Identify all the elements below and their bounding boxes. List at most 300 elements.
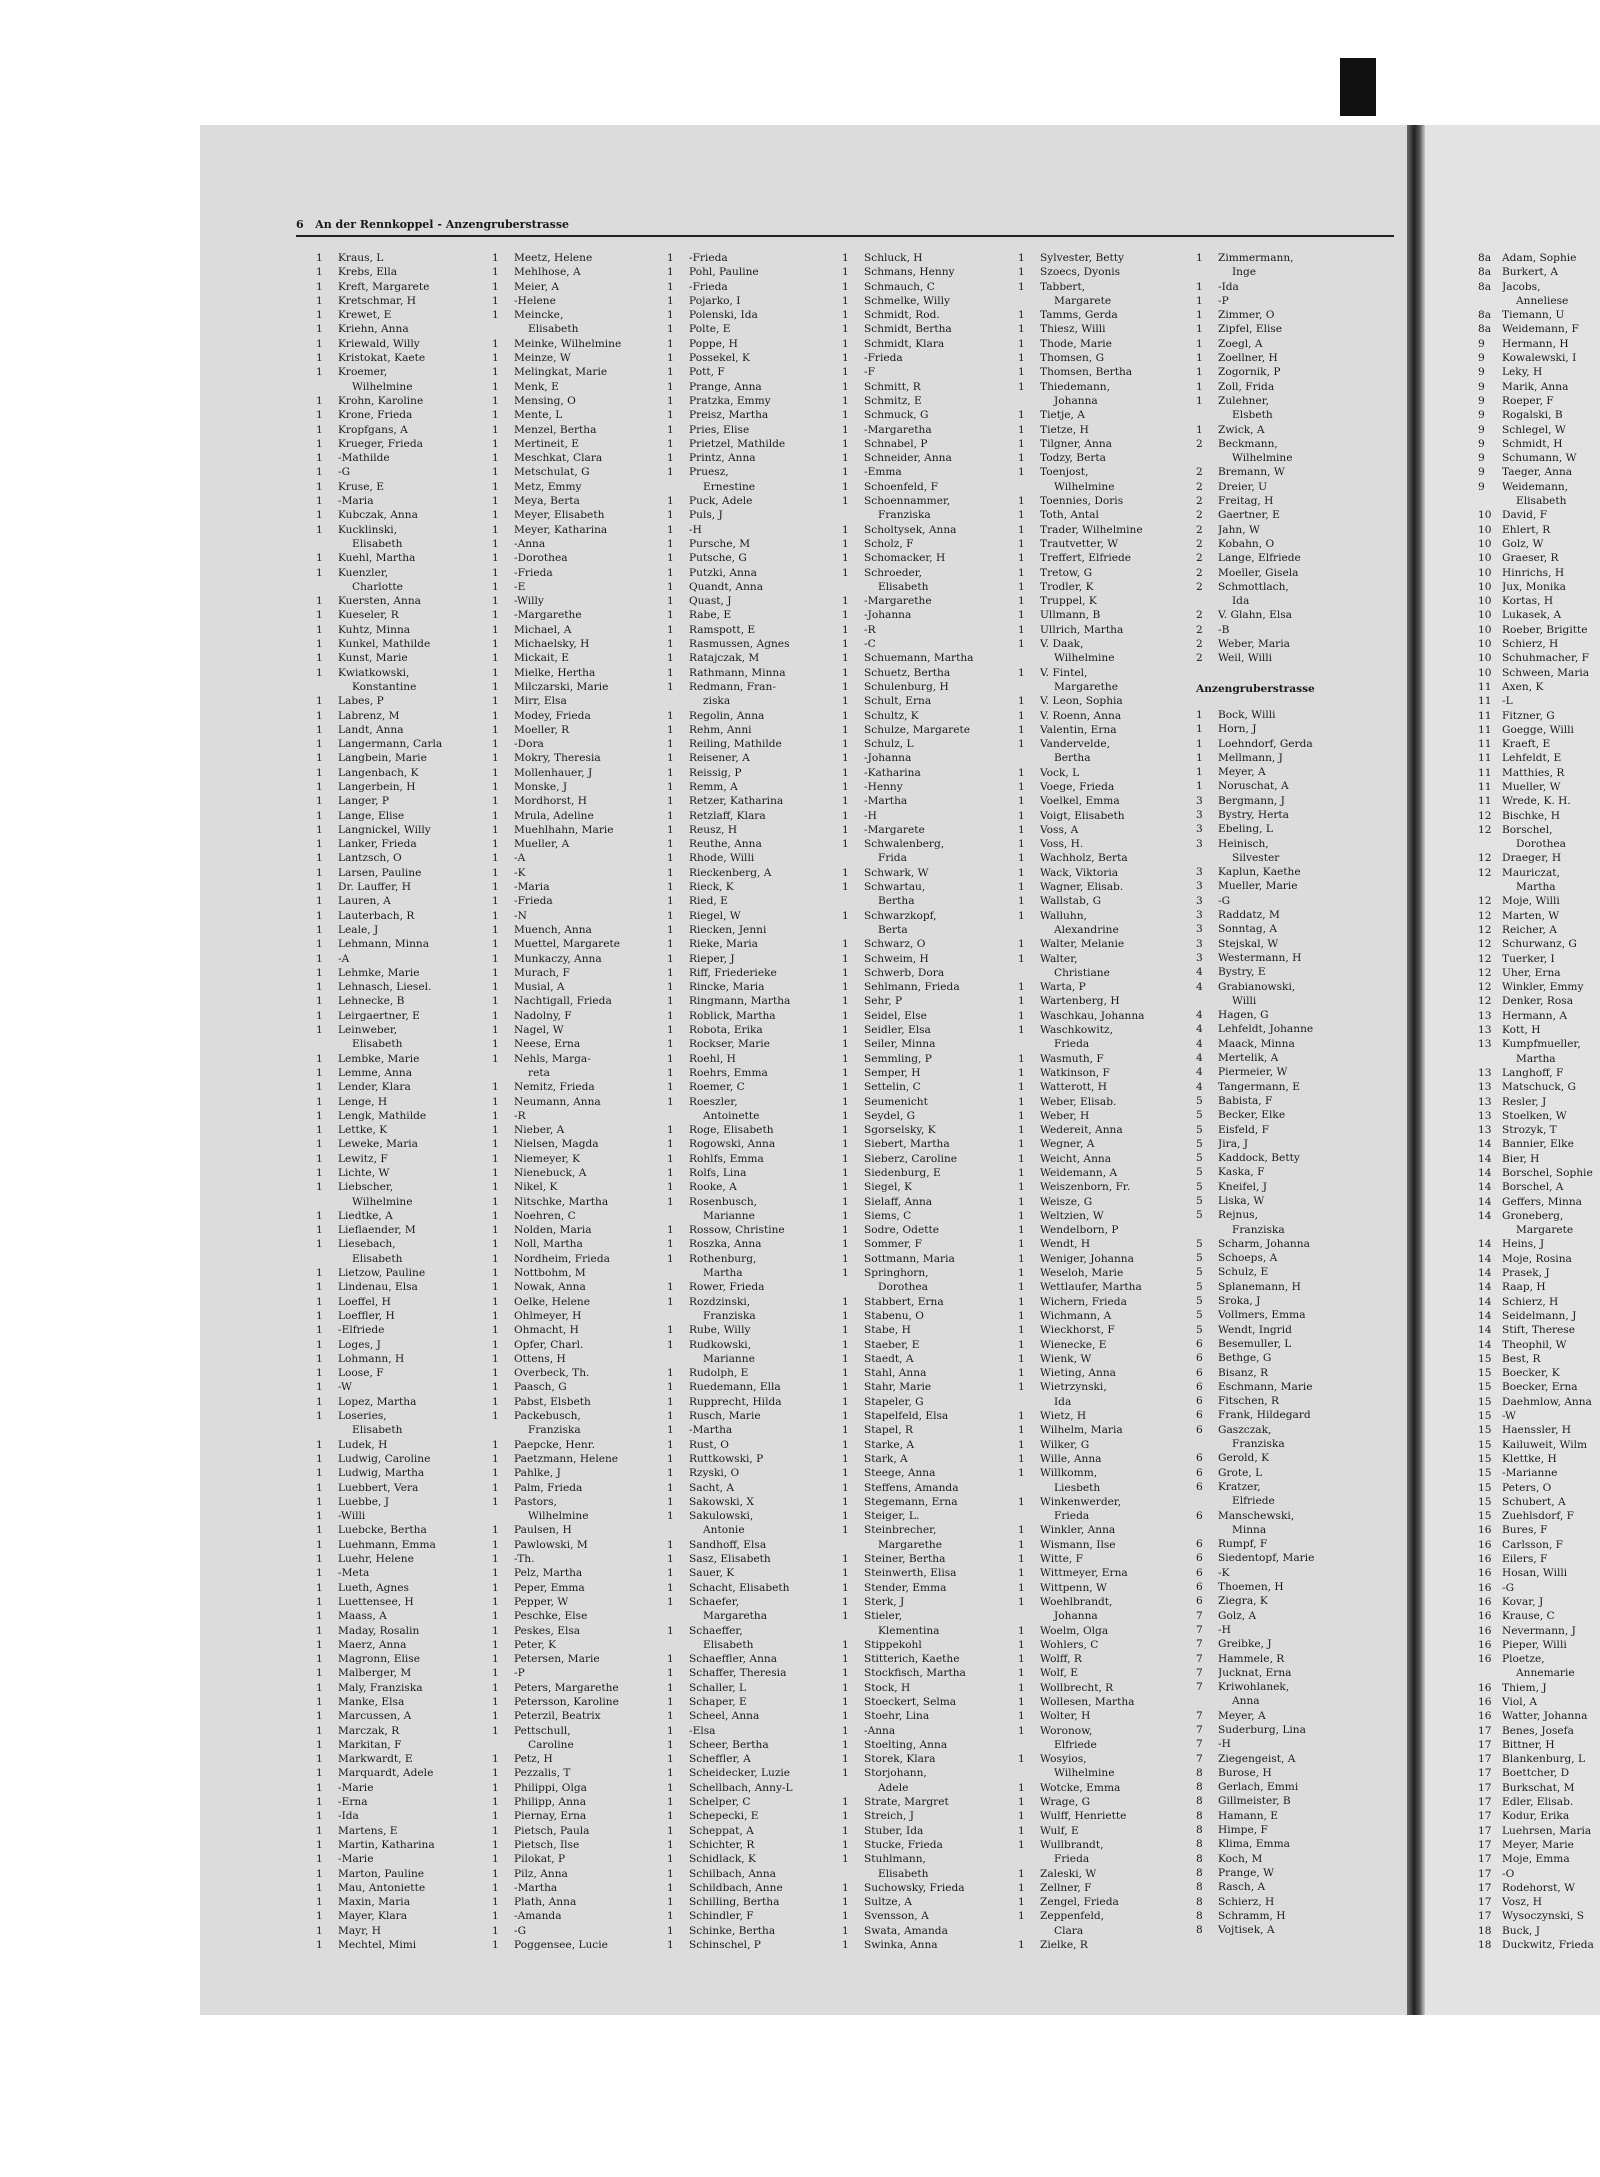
directory-entry (842, 1666, 1014, 1680)
resident-name: Elisabeth (878, 1867, 929, 1880)
resident-name: Schoenfeld, F (864, 480, 938, 493)
directory-entry (667, 1566, 839, 1580)
directory-entry (667, 866, 839, 880)
house-number: 1 (1018, 780, 1025, 793)
house-number: 1 (842, 766, 849, 779)
house-number: 9 (1478, 380, 1485, 393)
directory-entry (1196, 551, 1368, 565)
directory-entry (1478, 780, 1600, 794)
house-number: 1 (316, 1095, 323, 1108)
directory-entry (1018, 523, 1190, 537)
house-number: 1 (1018, 552, 1025, 565)
directory-entry (842, 1581, 1014, 1595)
resident-name: Schuetz, Bertha (864, 666, 951, 679)
resident-name: Burkschat, M (1502, 1781, 1575, 1794)
resident-name: Scholz, F (864, 537, 914, 550)
resident-name: Luebbe, J (338, 1495, 389, 1508)
directory-entry (1196, 1523, 1368, 1537)
resident-name: Schulenburg, H (864, 680, 949, 693)
directory-entry (316, 1695, 488, 1709)
directory-entry (667, 1223, 839, 1237)
resident-name: Bystry, E (1218, 966, 1266, 979)
directory-entry (316, 666, 488, 680)
house-number: 1 (1018, 366, 1025, 379)
resident-name: -B (1218, 623, 1230, 636)
resident-name: Nordheim, Frieda (514, 1252, 610, 1265)
resident-name: Schulze, Margarete (864, 723, 970, 736)
house-number: 1 (1018, 1267, 1025, 1280)
house-number: 1 (1018, 1710, 1025, 1723)
directory-entry (1196, 1737, 1368, 1751)
resident-name: Grote, L (1218, 1466, 1263, 1479)
house-number: 14 (1478, 1238, 1492, 1251)
directory-entry (1018, 780, 1190, 794)
house-number: 1 (316, 1267, 323, 1280)
resident-name: Paepcke, Henr. (514, 1438, 595, 1451)
resident-name: -Anna (864, 1724, 896, 1737)
house-number: 1 (492, 1209, 499, 1222)
directory-entry (1196, 1180, 1368, 1194)
resident-name: -Margarethe (864, 595, 932, 608)
resident-name: Bures, F (1502, 1524, 1548, 1537)
directory-entry (492, 294, 664, 308)
resident-name: -G (514, 1924, 527, 1937)
directory-entry (492, 637, 664, 651)
house-number: 10 (1478, 595, 1492, 608)
house-number: 10 (1478, 523, 1492, 536)
house-number: 16 (1478, 1638, 1492, 1651)
directory-entry (667, 751, 839, 765)
resident-name: Ludek, H (338, 1438, 388, 1451)
directory-entry (842, 1152, 1014, 1166)
resident-name: -Dora (514, 738, 544, 751)
house-number: 5 (1196, 1137, 1203, 1150)
resident-name: Sylvester, Betty (1040, 252, 1125, 264)
resident-name: Kobahn, O (1218, 537, 1275, 550)
resident-name: Sieberz, Caroline (864, 1152, 958, 1165)
directory-entry (842, 1023, 1014, 1037)
house-number: 1 (492, 666, 499, 679)
directory-entry (1478, 1552, 1600, 1566)
house-number: 1 (492, 1195, 499, 1208)
resident-name: Weil, Willi (1218, 652, 1273, 665)
house-number: 1 (492, 1167, 499, 1179)
house-number: 1 (842, 1553, 849, 1566)
house-number: 6 (1196, 1509, 1203, 1522)
house-number: 1 (842, 1452, 849, 1465)
directory-entry (667, 1152, 839, 1166)
house-number: 1 (1018, 1467, 1025, 1480)
directory-entry (316, 980, 488, 994)
resident-name: Voigt, Elisabeth (1040, 809, 1125, 822)
resident-name: Anneliese (1516, 294, 1569, 307)
resident-name: Weidemann, F (1502, 323, 1579, 336)
resident-name: Wedereit, Anna (1040, 1124, 1123, 1137)
directory-entry (492, 1295, 664, 1309)
house-number: 1 (316, 266, 323, 279)
house-number: 12 (1478, 866, 1492, 879)
resident-name: Kuersten, Anna (338, 595, 421, 608)
house-number: 1 (842, 1381, 849, 1394)
directory-entry (667, 566, 839, 580)
resident-name: Babista, F (1218, 1094, 1273, 1107)
resident-name: -Ida (338, 1810, 359, 1823)
house-number (316, 580, 338, 594)
directory-entry (492, 1066, 664, 1080)
resident-name: Swinka, Anna (864, 1939, 938, 1952)
directory-entry (842, 1037, 1014, 1051)
resident-name: Pietsch, Paula (514, 1824, 590, 1837)
directory-entry (316, 1123, 488, 1137)
house-number: 1 (1196, 352, 1203, 365)
house-number: 1 (667, 609, 674, 622)
house-number: 17 (1478, 1738, 1492, 1751)
house-number: 1 (667, 323, 674, 336)
house-number: 1 (1196, 723, 1203, 736)
house-number: 1 (316, 1924, 323, 1937)
directory-entry (1478, 394, 1600, 408)
house-number: 1 (492, 1610, 499, 1623)
resident-name: Mayer, Klara (338, 1910, 408, 1923)
resident-name: Wrede, K. H. (1502, 795, 1571, 808)
house-number: 1 (842, 1481, 849, 1494)
directory-entry (316, 1752, 488, 1766)
directory-entry (1018, 909, 1190, 923)
house-number: 14 (1478, 1338, 1492, 1351)
resident-name: Wille, Anna (1040, 1452, 1102, 1465)
house-number: 1 (492, 352, 499, 365)
resident-name: Duckwitz, Frieda (1502, 1939, 1594, 1952)
resident-name: Labrenz, M (338, 709, 400, 722)
house-number: 1 (842, 309, 849, 322)
resident-name: Krone, Frieda (338, 409, 413, 422)
directory-entry (667, 508, 839, 522)
directory-entry (1196, 394, 1368, 408)
directory-entry (1018, 1481, 1190, 1495)
directory-entry (1018, 1552, 1190, 1566)
directory-entry (667, 694, 839, 708)
directory-entry (1196, 423, 1368, 437)
directory-entry (842, 423, 1014, 437)
resident-name: Pabst, Elsbeth (514, 1395, 591, 1408)
house-number: 1 (316, 1138, 323, 1151)
directory-entry (667, 1395, 839, 1409)
resident-name: Heinisch, (1218, 837, 1269, 850)
directory-entry (842, 437, 1014, 451)
directory-entry (1018, 580, 1190, 594)
resident-name: Stoelken, W (1502, 1109, 1567, 1122)
house-number: 1 (1018, 1796, 1025, 1809)
house-number: 1 (842, 652, 849, 665)
directory-entry (842, 1752, 1014, 1766)
resident-name: Frieda (1054, 1510, 1090, 1523)
house-number: 1 (1018, 638, 1025, 651)
directory-entry (1018, 1938, 1190, 1952)
house-number: 1 (842, 1338, 849, 1351)
house-number: 1 (667, 1081, 674, 1094)
resident-name: Seidelmann, J (1502, 1309, 1577, 1322)
house-number (1196, 594, 1218, 608)
resident-name: Ried, E (689, 895, 728, 908)
house-number (1018, 394, 1040, 408)
directory-entry (316, 1266, 488, 1280)
resident-name: Schlegel, W (1502, 423, 1566, 436)
directory-entry (1478, 351, 1600, 365)
resident-name: Lanker, Frieda (338, 838, 417, 851)
resident-name: Tretow, G (1040, 566, 1093, 579)
resident-name: Rogalski, B (1502, 409, 1563, 422)
directory-entry (1478, 851, 1600, 865)
resident-name: Rusch, Marie (689, 1410, 761, 1423)
house-number (1196, 408, 1218, 422)
house-number: 1 (316, 895, 323, 908)
house-number: 15 (1478, 1352, 1492, 1365)
house-number: 1 (492, 1753, 499, 1766)
house-number: 1 (1018, 1824, 1025, 1837)
resident-name: -Dorothea (514, 552, 568, 565)
resident-name: Michaelsky, H (514, 638, 590, 651)
house-number: 1 (316, 1224, 323, 1237)
directory-entry (667, 1624, 839, 1638)
house-number: 1 (1018, 795, 1025, 808)
house-number (667, 1266, 689, 1280)
resident-name: Ohmacht, H (514, 1324, 579, 1337)
house-number: 8a (1478, 280, 1492, 293)
directory-entry (1196, 1366, 1368, 1380)
resident-name: Oelke, Helene (514, 1295, 591, 1308)
directory-entry (1478, 794, 1600, 808)
house-number: 4 (1196, 1052, 1203, 1065)
directory-entry (667, 1581, 839, 1595)
resident-name: Schluck, H (864, 252, 923, 264)
house-number: 1 (316, 1896, 323, 1909)
house-number (842, 1280, 864, 1294)
resident-name: Schmans, Henny (864, 266, 955, 279)
house-number: 1 (667, 1467, 674, 1480)
resident-name: Kriewald, Willy (338, 337, 420, 350)
resident-name: Lieflaender, M (338, 1224, 416, 1237)
directory-entry (667, 1295, 839, 1309)
directory-column-4 (842, 251, 1014, 1952)
directory-entry (1196, 537, 1368, 551)
directory-entry (316, 823, 488, 837)
resident-name: Schubert, A (1502, 1495, 1566, 1508)
resident-name: Labes, P (338, 695, 384, 708)
resident-name: -G (338, 466, 351, 479)
house-number: 1 (1018, 509, 1025, 522)
resident-name: Prietzel, Mathilde (689, 437, 786, 450)
directory-entry (316, 1809, 488, 1823)
directory-entry (492, 1195, 664, 1209)
resident-name: Mayr, H (338, 1924, 382, 1937)
resident-name: Lauren, A (338, 895, 391, 908)
resident-name: Kwiatkowski, (338, 666, 410, 679)
directory-entry (1196, 1895, 1368, 1909)
directory-entry (1478, 1495, 1600, 1509)
house-number: 1 (316, 1767, 323, 1780)
resident-name: -R (514, 1109, 526, 1122)
house-number: 1 (842, 680, 849, 693)
house-number: 7 (1196, 1681, 1203, 1694)
directory-entry (1478, 651, 1600, 665)
directory-entry (316, 880, 488, 894)
directory-entry (1018, 265, 1190, 279)
resident-name: Geffers, Minna (1502, 1195, 1582, 1208)
house-number: 1 (667, 537, 674, 550)
directory-entry (316, 1624, 488, 1638)
resident-name: Schmauch, C (864, 280, 935, 293)
resident-name: Sauer, K (689, 1567, 735, 1580)
resident-name: -Maria (338, 495, 374, 508)
house-number: 1 (667, 466, 674, 479)
resident-name: Mehlhose, A (514, 266, 581, 279)
house-number: 1 (492, 1853, 499, 1866)
house-number: 5 (1196, 1237, 1203, 1250)
resident-name: Stahl, Anna (864, 1367, 927, 1380)
house-number: 1 (1018, 1295, 1025, 1308)
resident-name: Christiane (1054, 966, 1110, 979)
resident-name: Schaefer, (689, 1595, 740, 1608)
house-number: 1 (316, 1481, 323, 1494)
directory-entry (1018, 1638, 1190, 1652)
directory-entry (1018, 1724, 1190, 1738)
house-number: 1 (842, 1095, 849, 1108)
resident-name: Best, R (1502, 1352, 1541, 1365)
house-number: 1 (842, 1152, 849, 1165)
resident-name: Plath, Anna (514, 1896, 577, 1909)
resident-name: Tietje, A (1040, 409, 1085, 422)
house-number: 1 (316, 1553, 323, 1566)
resident-name: Musial, A (514, 981, 565, 994)
house-number: 1 (842, 738, 849, 751)
resident-name: Langbein, Marie (338, 752, 427, 765)
resident-name: V. Daak, (1040, 638, 1084, 651)
directory-entry (842, 666, 1014, 680)
house-number: 1 (842, 866, 849, 879)
house-number: 1 (667, 1510, 674, 1523)
house-number: 2 (1196, 523, 1203, 536)
directory-entry (1018, 566, 1190, 580)
resident-name: Dorothea (1516, 838, 1566, 851)
resident-name: Lembke, Marie (338, 1052, 420, 1065)
house-number: 12 (1478, 981, 1492, 994)
resident-name: -H (864, 809, 877, 822)
house-number: 14 (1478, 1181, 1492, 1194)
resident-name: Suderburg, Lina (1218, 1723, 1306, 1736)
resident-name: Schuemann, Martha (864, 652, 974, 665)
house-number: 1 (492, 1910, 499, 1923)
directory-entry (316, 809, 488, 823)
house-number: 1 (316, 1324, 323, 1337)
directory-entry (667, 1781, 839, 1795)
house-number (1478, 494, 1502, 508)
directory-entry (842, 966, 1014, 980)
directory-entry (1018, 1895, 1190, 1909)
directory-entry (1018, 837, 1190, 851)
resident-name: Lindenau, Elsa (338, 1281, 418, 1294)
resident-name: Matthies, R (1502, 766, 1565, 779)
directory-entry (316, 794, 488, 808)
directory-entry (1196, 1008, 1368, 1022)
resident-name: Sandhoff, Elsa (689, 1538, 767, 1551)
house-number: 14 (1478, 1324, 1492, 1337)
house-number: 8a (1478, 252, 1492, 264)
directory-entry (492, 1681, 664, 1695)
page-header (296, 218, 569, 231)
directory-entry (1018, 723, 1190, 737)
directory-entry (842, 1109, 1014, 1123)
resident-name: Roeber, Brigitte (1502, 623, 1588, 636)
directory-entry (1018, 1581, 1190, 1595)
house-number: 1 (316, 1867, 323, 1880)
directory-entry (667, 394, 839, 408)
directory-entry (316, 1137, 488, 1151)
resident-name: Toennies, Doris (1040, 495, 1124, 508)
house-number: 2 (1196, 566, 1203, 579)
directory-entry (316, 1552, 488, 1566)
house-number: 1 (667, 666, 674, 679)
resident-name: Kristokat, Kaete (338, 352, 426, 365)
house-number: 11 (1478, 695, 1492, 708)
house-number: 1 (316, 638, 323, 651)
house-number: 14 (1478, 1267, 1492, 1280)
directory-entry (492, 1395, 664, 1409)
house-number: 1 (492, 809, 499, 822)
house-number: 8 (1196, 1781, 1203, 1794)
house-number (842, 1538, 864, 1552)
directory-entry (492, 1795, 664, 1809)
house-number: 1 (842, 1653, 849, 1666)
directory-entry (1196, 608, 1368, 622)
resident-name: Witte, F (1040, 1553, 1083, 1566)
resident-name: Schelper, C (689, 1796, 751, 1809)
house-number: 1 (842, 1224, 849, 1237)
resident-name: Wietz, H (1040, 1410, 1087, 1423)
house-number: 1 (667, 838, 674, 851)
directory-entry (492, 1481, 664, 1495)
house-number: 1 (1018, 1381, 1025, 1394)
directory-entry (492, 1080, 664, 1094)
house-number: 10 (1478, 609, 1492, 622)
house-number: 1 (492, 537, 499, 550)
resident-name: Wack, Viktoria (1040, 866, 1119, 879)
house-number: 1 (1018, 1338, 1025, 1351)
directory-entry (492, 623, 664, 637)
directory-entry (842, 608, 1014, 622)
directory-entry (492, 1380, 664, 1394)
directory-entry (316, 994, 488, 1008)
directory-entry (1196, 1723, 1368, 1737)
resident-name: Walter, Melanie (1040, 938, 1125, 951)
directory-entry (1196, 465, 1368, 479)
directory-entry (1018, 809, 1190, 823)
resident-name: Rozdzinski, (689, 1295, 751, 1308)
resident-name: Groneberg, (1502, 1209, 1564, 1222)
directory-entry (667, 1552, 839, 1566)
directory-entry (1478, 1352, 1600, 1366)
directory-entry (842, 909, 1014, 923)
resident-name: Hinrichs, H (1502, 566, 1565, 579)
directory-entry (1478, 909, 1600, 923)
directory-entry (1478, 980, 1600, 994)
directory-entry (316, 580, 488, 594)
resident-name: Schwartau, (864, 881, 926, 894)
directory-entry (842, 480, 1014, 494)
house-number (1018, 1738, 1040, 1752)
resident-name: Ullrich, Martha (1040, 623, 1124, 636)
directory-entry (842, 1009, 1014, 1023)
house-number: 1 (667, 1653, 674, 1666)
